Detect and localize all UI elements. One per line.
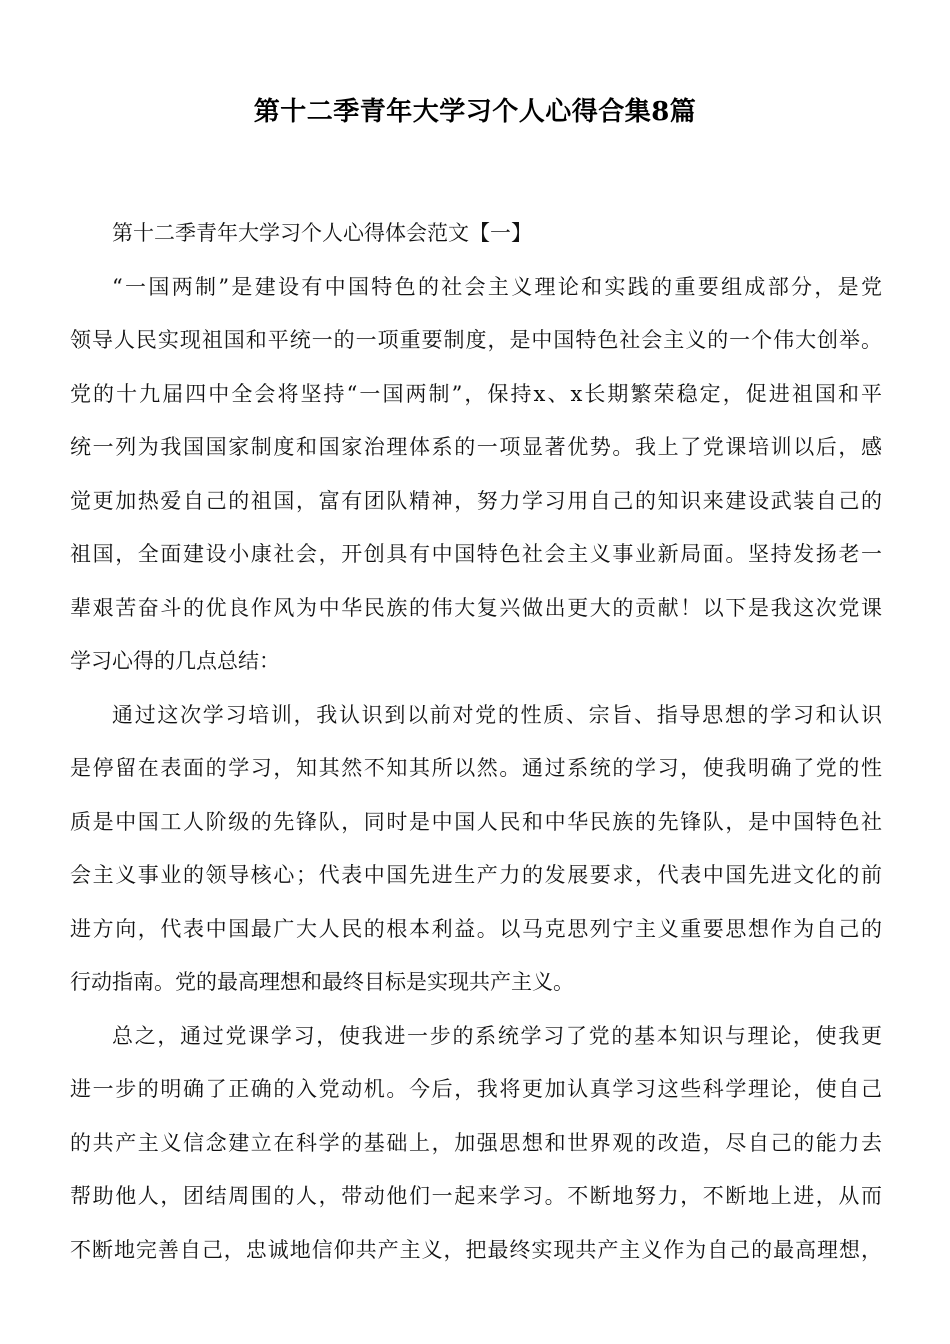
paragraph-line: 总之，通过党课学习，使我进一步的系统学习了党的基本知识与理论，使我更 (112, 1023, 882, 1048)
paragraph-line: 学习心得的几点总结： (70, 649, 280, 673)
document-title: 第十二季青年大学习个人心得合集8篇 (253, 97, 697, 127)
paragraph-line: 的共产主义信念建立在科学的基础上，加强思想和世界观的改造，尽自己的能力去 (70, 1130, 882, 1155)
paragraph-line: 觉更加热爱自己的祖国，富有团队精神，努力学习用自己的知识来建设武装自己的 (70, 488, 882, 513)
paragraph-line: 领导人民实现祖国和平统一的一项重要制度，是中国特色社会主义的一个伟大创举。 (70, 328, 882, 352)
paragraph-line: 党的十九届四中全会将坚持“一国两制”，保持x、x长期繁荣稳定，促进祖国和平 (70, 381, 882, 406)
paragraph-line: 统一列为我国国家制度和国家治理体系的一项显著优势。我上了党课培训以后，感 (70, 435, 882, 459)
paragraph-line: 不断地完善自己，忠诚地信仰共产主义，把最终实现共产主义作为自己的最高理想， (70, 1237, 882, 1262)
paragraph-line: 帮助他人，团结周围的人，带动他们一起来学习。不断地努力，不断地上进，从而 (70, 1184, 882, 1208)
paragraph-line: 是停留在表面的学习，知其然不知其所以然。通过系统的学习，使我明确了党的性 (70, 756, 882, 780)
paragraph-line: 进方向，代表中国最广大人民的根本利益。以马克思列宁主义重要思想作为自己的 (70, 916, 882, 941)
paragraph-line: “一国两制”是建设有中国特色的社会主义理论和实践的重要组成部分，是党 (112, 274, 882, 299)
paragraph-line: 辈艰苦奋斗的优良作风为中华民族的伟大复兴做出更大的贡献！以下是我这次党课 (70, 595, 882, 620)
paragraph-2 (70, 689, 882, 1010)
paragraph-line: 通过这次学习培训，我认识到以前对党的性质、宗旨、指导思想的学习和认识 (112, 702, 882, 727)
paragraph-line: 质是中国工人阶级的先锋队，同时是中国人民和中华民族的先锋队，是中国特色社 (70, 809, 882, 834)
paragraph-line: 会主义事业的领导核心；代表中国先进生产力的发展要求，代表中国先进文化的前 (70, 863, 882, 887)
paragraph-line: 祖国，全面建设小康社会，开创具有中国特色社会主义事业新局面。坚持发扬老一 (70, 542, 882, 566)
document-body (70, 207, 882, 1277)
paragraph-line: 行动指南。党的最高理想和最终目标是实现共产主义。 (70, 970, 574, 994)
paragraph-3 (70, 1010, 882, 1278)
paragraph-line: 进一步的明确了正确的入党动机。今后，我将更加认真学习这些科学理论，使自己 (70, 1077, 882, 1101)
paragraph-1 (70, 261, 882, 689)
section-heading: 第十二季青年大学习个人心得体会范文【一】 (112, 221, 532, 245)
